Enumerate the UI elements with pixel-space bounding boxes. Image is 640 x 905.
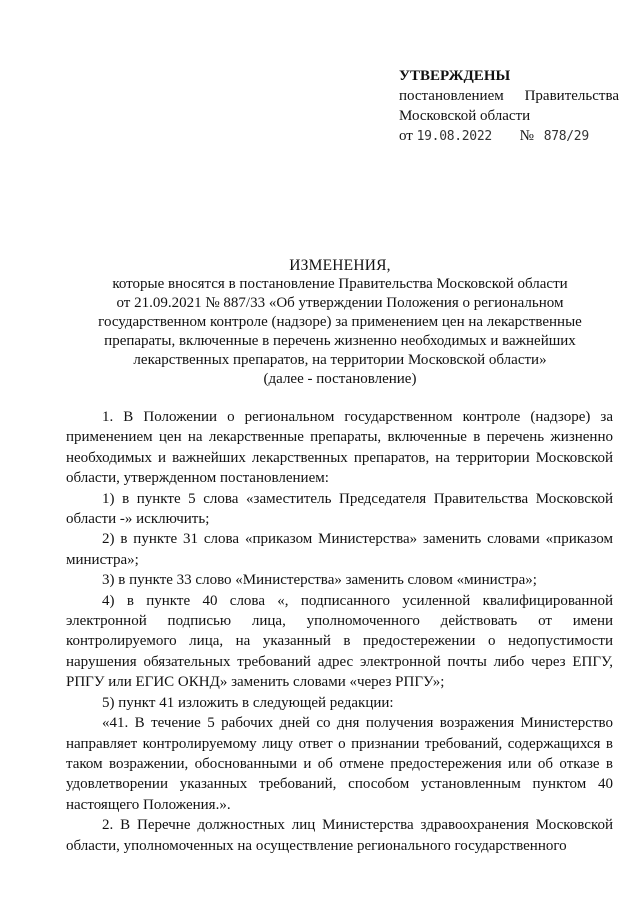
title-line: препараты, включенные в перечень жизненно необходимых и важнейших bbox=[104, 333, 576, 349]
approval-date: 19.08.2022 bbox=[416, 129, 492, 144]
title-line: (далее - постановление) bbox=[263, 371, 417, 387]
paragraph: 1. В Положении о региональном государственном контроле (надзоре) за применением цен на лекарственные препараты, включенные в перечень жизненно необходимых и важнейших лекарственных препаратов, на территории Московской области, утвержденном постановлением: bbox=[66, 409, 613, 487]
approval-from-label: от bbox=[399, 128, 413, 144]
document-title-block bbox=[60, 256, 620, 389]
title-line: государственном контроле (надзоре) за применением цен на лекарственные bbox=[98, 314, 582, 330]
approval-line-1 bbox=[399, 86, 619, 106]
approval-line-1-left: постановлением bbox=[399, 88, 504, 104]
paragraph: 5) пункт 41 изложить в следующей редакции: bbox=[102, 694, 394, 711]
approval-stamp bbox=[399, 66, 619, 147]
paragraph: 3) в пункте 33 слово «Министерства» заменить словом «министра»; bbox=[102, 572, 537, 589]
approval-heading: УТВЕРЖДЕНЫ bbox=[399, 68, 511, 84]
paragraph: 4) в пункте 40 слова «, подписанного усиленной квалифицированной электронной подписью лица, уполномоченного действовать от имени контролируемого лица, на указанный в предостережении о недопустимости нарушения обязательных требований адрес электронной почты либо через ЕПГУ, РПГУ или ЕГИС ОКНД» заменить словами «через РПГУ»; bbox=[66, 592, 613, 691]
approval-number: 878/29 bbox=[543, 129, 589, 144]
paragraph: 1) в пункте 5 слова «заместитель Председателя Правительства Московской области -» исключить; bbox=[66, 490, 613, 528]
approval-line-2: Московской области bbox=[399, 108, 531, 124]
paragraph: 2) в пункте 31 слова «приказом Министерства» заменить словами «приказом министра»; bbox=[66, 531, 613, 568]
approval-date-line bbox=[399, 126, 619, 147]
paragraph: 2. В Перечне должностных лиц Министерства здравоохранения Московской области, уполномоченных на осуществление регионального государственного bbox=[66, 817, 613, 854]
title-line: лекарственных препаратов, на территории Московской области» bbox=[133, 352, 547, 368]
title-line: от 21.09.2021 № 887/33 «Об утверждении Положения о региональном bbox=[116, 295, 564, 311]
title-line: которые вносятся в постановление Правительства Московской области bbox=[112, 276, 568, 292]
approval-line-1-right: Правительства bbox=[524, 88, 619, 104]
paragraph: «41. В течение 5 рабочих дней со дня получения возражения Министерство направляет контролируемому лицу ответ о признании требований, содержащихся в таком возражении, обоснованными и об отмене предостережения или об отказе в удовлетворении указанных требований, способом установленным пунктом 40 настоящего Положения.». bbox=[66, 715, 613, 813]
approval-number-sign: № bbox=[519, 128, 534, 144]
document-body bbox=[66, 407, 613, 856]
document-title: ИЗМЕНЕНИЯ, bbox=[289, 257, 391, 274]
